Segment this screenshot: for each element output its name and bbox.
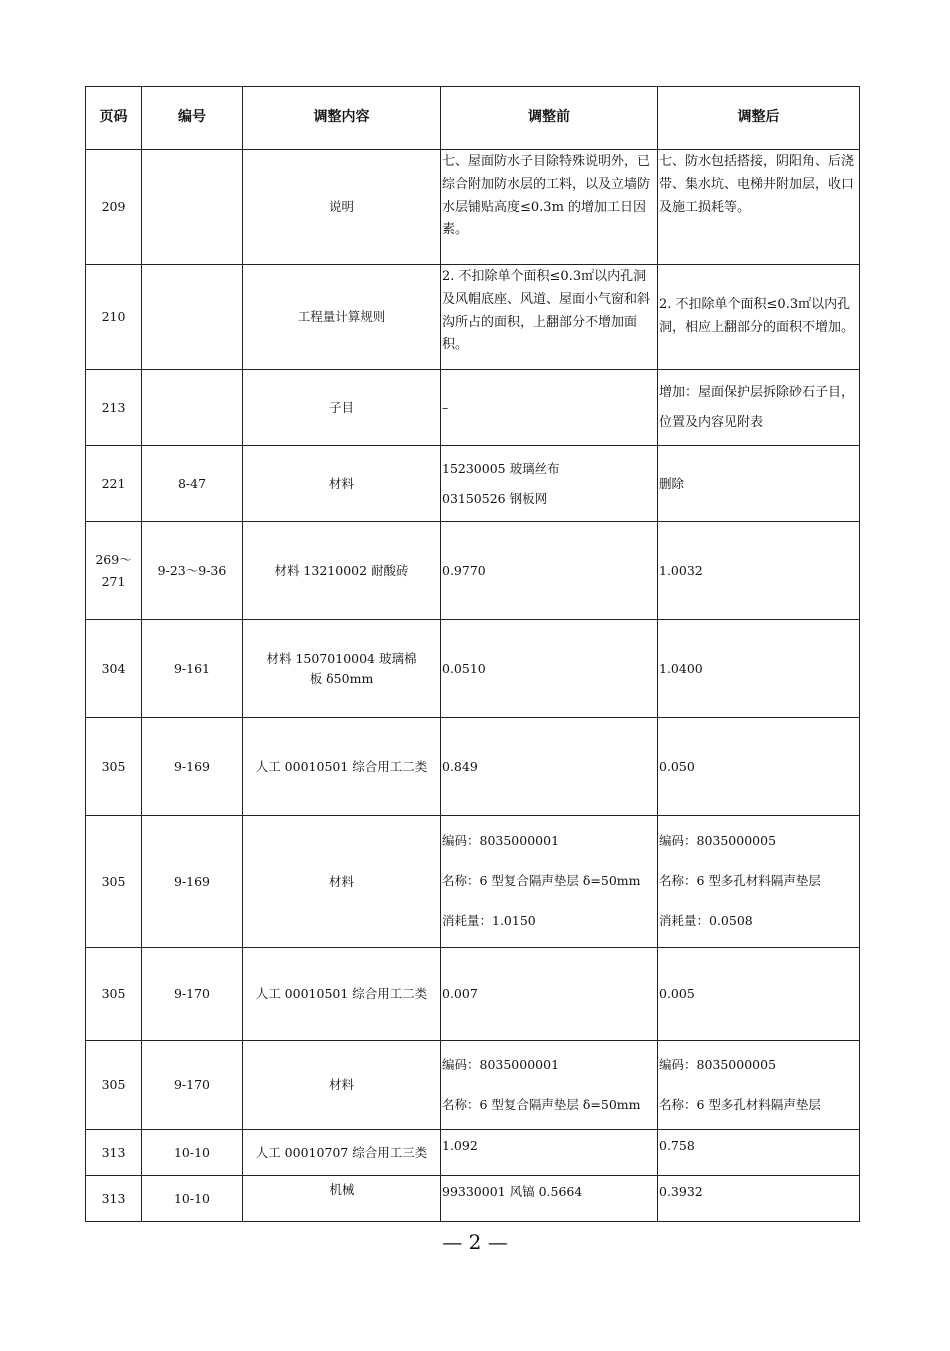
cell-code: 10-10 (142, 1176, 243, 1222)
after-line: 编码：8035000005 (659, 833, 777, 849)
adjustment-table (85, 86, 860, 1222)
cell-before: 0.9770 (441, 522, 658, 620)
cell-page: 269～271 (86, 522, 142, 620)
table-header-row (86, 87, 860, 150)
table-row (86, 816, 860, 948)
cell-page: 305 (86, 718, 142, 816)
page-number: — 2 — (442, 1230, 508, 1254)
cell-page: 213 (86, 370, 142, 446)
cell-page: 305 (86, 1041, 142, 1130)
cell-content: 人工 00010501 综合用工二类 (243, 948, 441, 1041)
cell-code: 8-47 (142, 446, 243, 522)
header-before: 调整前 (441, 87, 658, 150)
cell-before (441, 1041, 658, 1130)
after-line: 编码：8035000005 (659, 1056, 777, 1072)
cell-page: 313 (86, 1176, 142, 1222)
cell-code: 10-10 (142, 1130, 243, 1176)
cell-code (142, 150, 243, 265)
cell-before: – (441, 370, 658, 446)
table-row (86, 1041, 860, 1130)
cell-before (441, 446, 658, 522)
cell-content: 材料 1507010004 玻璃棉板 δ50mm (243, 620, 441, 718)
cell-code: 9-170 (142, 1041, 243, 1130)
cell-before: 2. 不扣除单个面积≤0.3㎡以内孔洞及风帽底座、风道、屋面小气窗和斜沟所占的面积，上翻部分不增加面积。 (441, 265, 658, 370)
cell-after: 删除 (658, 446, 860, 522)
cell-code (142, 265, 243, 370)
table-row (86, 150, 860, 265)
cell-code: 9-170 (142, 948, 243, 1041)
table-row (86, 620, 860, 718)
table-row (86, 370, 860, 446)
table-row (86, 718, 860, 816)
cell-before: 0.007 (441, 948, 658, 1041)
table-row (86, 948, 860, 1041)
before-line: 名称：6 型复合隔声垫层 δ=50mm (442, 873, 641, 889)
cell-before (441, 816, 658, 948)
cell-code: 9-161 (142, 620, 243, 718)
cell-after: 0.3932 (658, 1176, 860, 1222)
cell-page: 305 (86, 816, 142, 948)
cell-content: 材料 (243, 446, 441, 522)
before-line: 编码：8035000001 (442, 833, 560, 849)
cell-before: 1.092 (441, 1130, 658, 1176)
cell-after: 增加：屋面保护层拆除砂石子目，位置及内容见附表 (658, 370, 860, 446)
cell-code: 9-169 (142, 718, 243, 816)
header-after: 调整后 (658, 87, 860, 150)
header-code: 编号 (142, 87, 243, 150)
after-line: 消耗量：0.0508 (659, 912, 753, 928)
cell-content: 材料 (243, 1041, 441, 1130)
cell-content: 工程量计算规则 (243, 265, 441, 370)
cell-page: 221 (86, 446, 142, 522)
cell-before: 99330001 风镐 0.5664 (441, 1176, 658, 1222)
cell-code: 9-169 (142, 816, 243, 948)
table-row (86, 446, 860, 522)
cell-before: 七、屋面防水子目除特殊说明外，已综合附加防水层的工料，以及立墙防水层铺贴高度≤0.3m 的增加工日因素。 (441, 150, 658, 265)
before-line: 名称：6 型复合隔声垫层 δ=50mm (442, 1096, 641, 1112)
cell-after: 0.758 (658, 1130, 860, 1176)
cell-page: 210 (86, 265, 142, 370)
table-row (86, 1130, 860, 1176)
cell-after: 2. 不扣除单个面积≤0.3㎡以内孔洞，相应上翻部分的面积不增加。 (658, 265, 860, 370)
cell-content: 人工 00010707 综合用工三类 (243, 1130, 441, 1176)
before-line: 消耗量：1.0150 (442, 912, 536, 928)
cell-after: 1.0032 (658, 522, 860, 620)
cell-content: 人工 00010501 综合用工二类 (243, 718, 441, 816)
cell-after: 七、防水包括搭接，阴阳角、后浇带、集水坑、电梯井附加层，收口及施工损耗等。 (658, 150, 860, 265)
cell-content: 机械 (243, 1176, 441, 1222)
cell-code: 9-23～9-36 (142, 522, 243, 620)
cell-after: 1.0400 (658, 620, 860, 718)
cell-after (658, 1041, 860, 1130)
cell-code (142, 370, 243, 446)
cell-content: 材料 13210002 耐酸砖 (243, 522, 441, 620)
cell-content: 说明 (243, 150, 441, 265)
after-line: 名称：6 型多孔材料隔声垫层 (659, 873, 821, 889)
cell-page: 209 (86, 150, 142, 265)
table-row (86, 522, 860, 620)
cell-before: 0.849 (441, 718, 658, 816)
before-line: 03150526 钢板网 (442, 490, 548, 506)
before-line: 编码：8035000001 (442, 1056, 560, 1072)
cell-after: 0.005 (658, 948, 860, 1041)
header-content: 调整内容 (243, 87, 441, 150)
header-page: 页码 (86, 87, 142, 150)
cell-content: 子目 (243, 370, 441, 446)
table-row (86, 265, 860, 370)
before-line: 15230005 玻璃丝布 (442, 460, 560, 476)
after-line: 名称：6 型多孔材料隔声垫层 (659, 1096, 821, 1112)
cell-page: 313 (86, 1130, 142, 1176)
cell-page: 304 (86, 620, 142, 718)
cell-after: 0.050 (658, 718, 860, 816)
table-row (86, 1176, 860, 1222)
cell-page: 305 (86, 948, 142, 1041)
adjustment-table-container (85, 86, 859, 1222)
cell-before: 0.0510 (441, 620, 658, 718)
cell-after (658, 816, 860, 948)
cell-content: 材料 (243, 816, 441, 948)
